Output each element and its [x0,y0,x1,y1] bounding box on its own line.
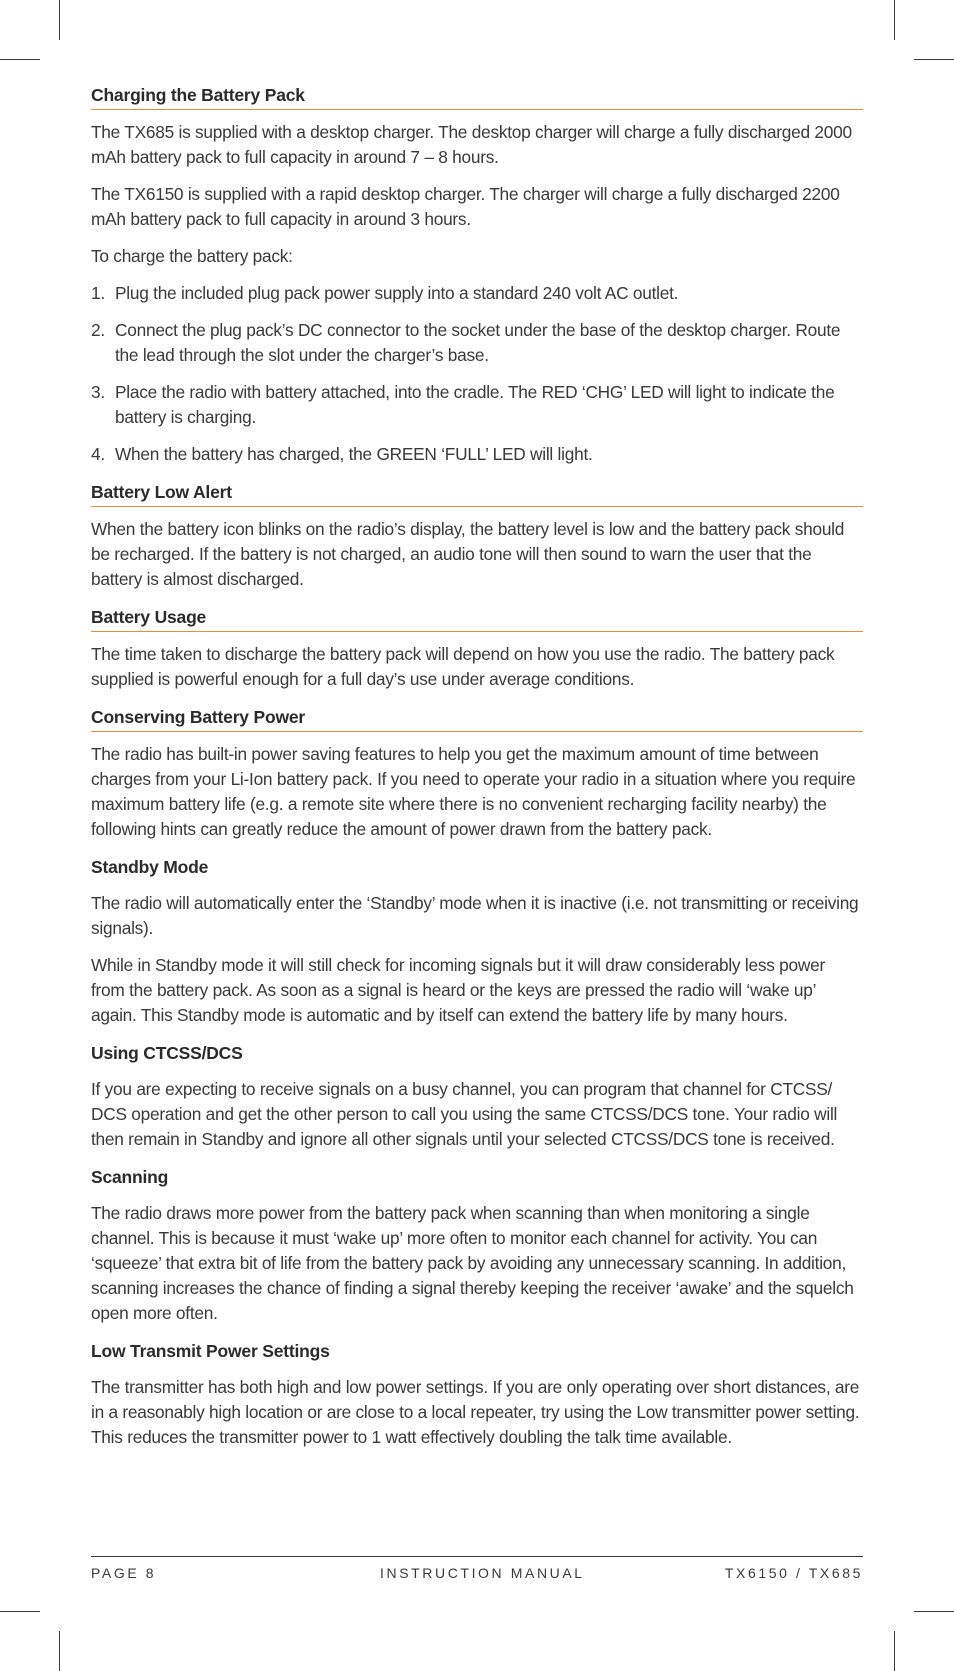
paragraph: The TX6150 is supplied with a rapid desktop charger. The charger will charge a fully discharged 2200 mAh battery pack to full capacity in around 3 hours. [91,184,840,229]
paragraph: While in Standby mode it will still check for incoming signals but it will draw considerably less power from the battery pack. As soon as a signal is heard or the keys are pressed the radio will ‘wake up’ again. This Standby mode is automatic and by itself can extend the battery life by many hours. [91,955,825,1025]
paragraph: To charge the battery pack: [91,246,293,266]
step-number: 3. [91,382,105,402]
crop-mark-bottom-left-h [0,1611,40,1612]
paragraph: If you are expecting to receive signals on a busy channel, you can program that channel for CTCSS/ DCS operation and get the other person to call you using the same CTCSS/DCS tone. Your radio will then remain in Standby and ignore all other signals until your selected CTCSS/DCS tone is received. [91,1079,838,1149]
section-ctcss-dcs [91,1042,863,1152]
crop-mark-bottom-right-h [914,1611,954,1612]
footer-page-number: PAGE 8 [91,1565,157,1581]
section-standby-mode [91,856,863,1028]
section-battery-usage [91,606,863,692]
section-low-transmit-power [91,1340,863,1450]
crop-mark-top-left-h [0,59,40,60]
list-item [91,318,863,368]
list-item [91,281,863,306]
crop-mark-top-right-v [894,0,895,40]
crop-mark-bottom-left-v [59,1631,60,1671]
section-battery-low-alert [91,481,863,592]
step-text: When the battery has charged, the GREEN ‘FULL’ LED will light. [115,444,593,464]
section-heading: Battery Usage [91,606,863,632]
paragraph: When the battery icon blinks on the radio’s display, the battery level is low and the battery pack should be recharged. If the battery is not charged, an audio tone will then sound to warn the user that the battery is almost discharged. [91,519,845,589]
step-number: 1. [91,283,105,303]
step-text: Plug the included plug pack power supply into a standard 240 volt AC outlet. [115,283,679,303]
section-heading: Scanning [91,1167,169,1187]
section-charging [91,84,863,467]
paragraph: The radio has built-in power saving features to help you get the maximum amount of time between charges from your Li-Ion battery pack. If you need to operate your radio in a situation where you require maximum battery life (e.g. a remote site where there is no convenient recharging facility nearby) the following hints can greatly reduce the amount of power drawn from the battery pack. [91,744,856,839]
paragraph: The time taken to discharge the battery pack will depend on how you use the radio. The battery pack supplied is powerful enough for a full day’s use under average conditions. [91,644,835,689]
page-content [91,84,863,1464]
section-heading: Low Transmit Power Settings [91,1341,330,1361]
step-number: 4. [91,444,105,464]
step-number: 2. [91,320,105,340]
section-heading: Standby Mode [91,857,209,877]
paragraph: The radio draws more power from the battery pack when scanning than when monitoring a single channel. This is because it must ‘wake up’ more often to monitor each channel for activity. You can ‘squeeze’ that extra bit of life from the battery pack by avoiding any unnecessary scanning. In addition, scanning increases the chance of finding a signal thereby keeping the receiver ‘awake’ and the squelch open more often. [91,1203,854,1323]
page-footer [91,1565,863,1585]
section-conserving-power [91,706,863,842]
paragraph: The TX685 is supplied with a desktop charger. The desktop charger will charge a fully discharged 2000 mAh battery pack to full capacity in around 7 – 8 hours. [91,122,852,167]
section-heading: Using CTCSS/DCS [91,1043,243,1063]
section-heading: Charging the Battery Pack [91,84,863,110]
crop-mark-top-right-h [914,59,954,60]
paragraph: The radio will automatically enter the ‘Standby’ mode when it is inactive (i.e. not transmitting or receiving signals). [91,893,859,938]
list-item [91,380,863,430]
footer-manual-title: INSTRUCTION MANUAL [380,1565,585,1581]
charging-steps-list [91,281,863,467]
step-text: Place the radio with battery attached, into the cradle. The RED ‘CHG’ LED will light to indicate the battery is charging. [115,382,835,427]
section-heading: Conserving Battery Power [91,706,863,732]
crop-mark-bottom-right-v [894,1631,895,1671]
crop-mark-top-left-v [59,0,60,40]
footer-divider [91,1556,863,1557]
section-heading: Battery Low Alert [91,481,863,507]
paragraph: The transmitter has both high and low power settings. If you are only operating over short distances, are in a reasonably high location or are close to a local repeater, try using the Low transmitter power setting. This reduces the transmitter power to 1 watt effectively doubling the talk time available. [91,1377,860,1447]
list-item [91,442,863,467]
step-text: Connect the plug pack’s DC connector to the socket under the base of the desktop charger. Route the lead through the slot under the charger’s base. [115,320,841,365]
section-scanning [91,1166,863,1326]
footer-model-name: TX6150 / TX685 [724,1565,863,1581]
